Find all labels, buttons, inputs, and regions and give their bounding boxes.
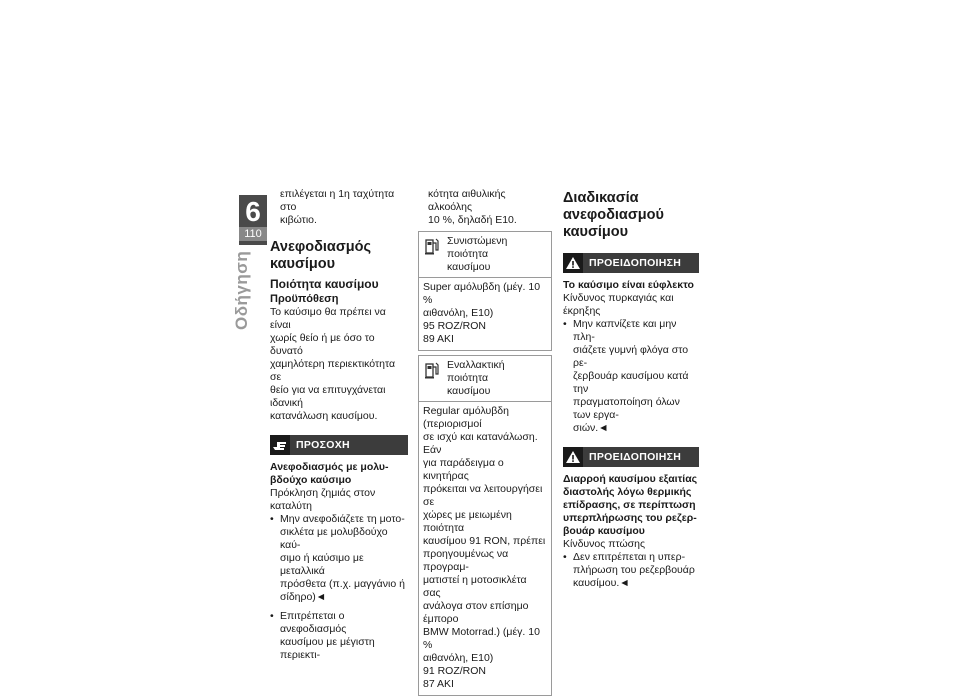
heading-line: Διαδικασία ανεφοδιασμού [563, 190, 664, 223]
fuel-line: 91 ROZ/RON [423, 665, 487, 677]
continued-line: 10 %, δηλαδή E10. [428, 214, 517, 226]
warning-label: ΠΡΟΕΙΔΟΠΟΙΗΣΗ [583, 447, 699, 467]
chapter-side-title: Οδήγηση [232, 250, 251, 330]
bullet-line: πλήρωση του ρεζερβουάρ [573, 564, 695, 576]
bullet-line: σικλέτα με μολυβδούχο καύ- [280, 526, 388, 551]
heading-line: επίδρασης, σε περίπτωση [563, 499, 696, 511]
bullet-line: • Δεν επιτρέπεται η υπερ- [573, 551, 686, 563]
prereq-line: χαμηλότερη περιεκτικότητα σε [270, 358, 396, 383]
fuel-line: χώρες με μειωμένη ποιότητα [423, 509, 512, 534]
warning-text: Κίνδυνος πυρκαγιάς και έκρηξης [563, 292, 674, 317]
heading-line: υπερπλήρωσης του ρεζερ- [563, 512, 697, 524]
subheading-quality: Ποιότητα καυσίμου [270, 277, 379, 291]
bullet-line: ζερβουάρ καυσίμου κατά την [573, 370, 689, 395]
fuel-box-header [419, 232, 551, 278]
fuel-box-title: καυσίμου [447, 261, 491, 273]
fuel-line: προηγουμένως να προγραμ- [423, 548, 509, 573]
heading-line: καυσίμου [563, 224, 629, 240]
fuel-line: 87 AKI [423, 678, 454, 690]
chapter-tab [239, 195, 267, 245]
bullet-line: σίδηρο)◄ [280, 591, 327, 603]
fuel-pump-icon [423, 235, 441, 274]
bullet-line: σιάζετε γυμνή φλόγα στο ρε- [573, 344, 689, 369]
heading-line: καυσίμου [270, 256, 336, 272]
warning-triangle-icon [563, 447, 583, 467]
bullet-line: σιμο ή καύσιμο με μεταλλικά [280, 552, 364, 577]
chapter-number: 6 [245, 196, 261, 227]
section-heading-refuel [270, 239, 408, 273]
prereq-line: Το καύσιμο θα πρέπει να είναι [270, 306, 386, 331]
warning-heading [563, 473, 699, 538]
fuel-line: Regular αμόλυβδη (περιορισμοί [423, 405, 509, 430]
caution-label: ΠΡΟΣΟΧΗ [290, 435, 408, 455]
warning-band [563, 253, 699, 273]
column-1 [270, 188, 408, 662]
bullet-line: • Μην ανεφοδιάζετε τη μοτο- [280, 513, 405, 525]
prereq-line: χωρίς θείο ή με όσο το δυνατό [270, 332, 375, 357]
prereq-line: θείο για να επιτυγχάνεται ιδανική [270, 384, 386, 409]
heading-line: βδούχο καύσιμο [270, 474, 352, 486]
heading-line: Διαρροή καυσίμου εξαιτίας [563, 473, 698, 485]
list-item [270, 513, 408, 604]
page-number: 110 [239, 227, 267, 241]
prereq-line: κατανάλωση καυσίμου. [270, 410, 378, 422]
heading-line: βουάρ καυσίμου [563, 525, 645, 537]
column-2 [418, 188, 552, 698]
fuel-line: αιθανόλη, E10) [423, 652, 494, 664]
caution-heading [270, 461, 408, 487]
fuel-line: 95 ROZ/RON [423, 320, 487, 332]
continued-line: κότητα αιθυλικής αλκοόλης [428, 188, 506, 213]
fuel-box-alternative [418, 355, 552, 696]
bullet-line: πρόσθετα (π.χ. μαγγάνιο ή [280, 578, 405, 590]
fuel-box-header [419, 356, 551, 402]
fuel-line: ανάλογα στον επίσημο έμπορο [423, 600, 529, 625]
bullet-line: σιών.◄ [573, 422, 609, 434]
heading-line: Ανεφοδιασμός με μολυ- [270, 461, 389, 473]
fuel-box-title: καυσίμου [447, 385, 491, 397]
fuel-box-recommended [418, 231, 552, 351]
warning-band [563, 447, 699, 467]
fuel-line: για παράδειγμα ο κινητήρας [423, 457, 504, 482]
fuel-box-body [419, 402, 551, 695]
fuel-pump-icon [423, 359, 441, 398]
bullet-line: καυσίμου με μέγιστη περιεκτι- [280, 636, 375, 661]
warning-text: Κίνδυνος πτώσης [563, 538, 646, 550]
fuel-box-title: Εναλλακτική ποιότητα [447, 359, 505, 384]
list-item [563, 551, 699, 590]
fuel-line: σε ισχύ και κατανάλωση. Εάν [423, 431, 538, 456]
intro-line: κιβώτιο. [280, 214, 317, 226]
fuel-line: BMW Motorrad.) (μέγ. 10 % [423, 626, 540, 651]
section-heading-procedure [563, 190, 699, 241]
caution-text: Πρόκληση ζημιάς στον καταλύτη [270, 487, 376, 512]
bullet-line: • Μην καπνίζετε και μην πλη- [573, 318, 677, 343]
hand-icon [270, 435, 290, 455]
caution-band [270, 435, 408, 455]
subheading-prereq: Προϋπόθεση [270, 293, 339, 305]
fuel-line: αιθανόλη, E10) [423, 307, 494, 319]
fuel-line: πρόκειται να λειτουργήσει σε [423, 483, 543, 508]
list-item [563, 318, 699, 435]
heading-line: διαστολής λόγω θερμικής [563, 486, 692, 498]
fuel-box-title: Συνιστώμενη ποιότητα [447, 235, 508, 260]
bullet-line: πραγματοποίηση όλων των εργα- [573, 396, 680, 421]
bullet-line: • Επιτρέπεται ο ανεφοδιασμός [280, 610, 347, 635]
warning-heading: Το καύσιμο είναι εύφλεκτο [563, 279, 694, 291]
intro-line: επιλέγεται η 1η ταχύτητα στο [280, 188, 395, 213]
bullet-line: καυσίμου.◄ [573, 577, 630, 589]
list-item [270, 610, 408, 662]
warning-label: ΠΡΟΕΙΔΟΠΟΙΗΣΗ [583, 253, 699, 273]
fuel-box-body [419, 278, 551, 350]
fuel-line: ματιστεί η μοτοσικλέτα σας [423, 574, 527, 599]
fuel-line: 89 AKI [423, 333, 454, 345]
fuel-line: Super αμόλυβδη (μέγ. 10 % [423, 281, 541, 306]
fuel-line: καυσίμου 91 RON, πρέπει [423, 535, 546, 547]
column-3 [563, 188, 699, 590]
heading-line: Ανεφοδιασμός [270, 239, 372, 255]
warning-triangle-icon [563, 253, 583, 273]
